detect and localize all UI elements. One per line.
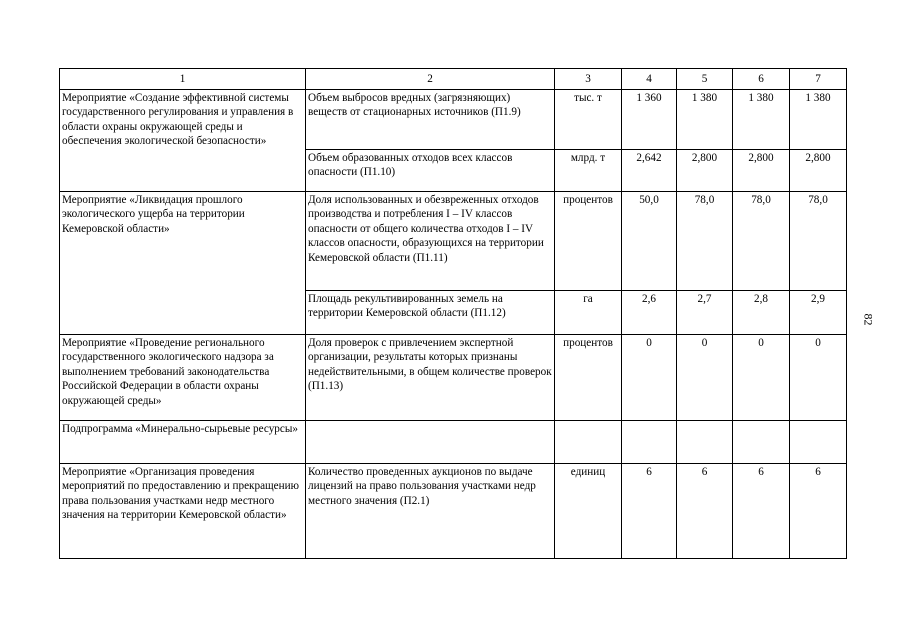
unit-cell: га (555, 291, 622, 335)
column-number: 6 (733, 69, 790, 90)
measure-cell: Мероприятие «Организация проведения мероприятий по предоставлению и прекращению права пользования участками недр местного значения на территории Кемеровской области» (60, 464, 306, 559)
value-cell: 1 380 (677, 90, 733, 150)
indicator-name: Объем образованных отходов всех классов опасности (П1.10) (306, 150, 555, 192)
value-cell: 2,800 (733, 150, 790, 192)
value-cell: 78,0 (733, 192, 790, 291)
subprogram-cell: Подпрограмма «Минерально-сырьевые ресурсы» (60, 421, 306, 464)
value-cell: 6 (790, 464, 847, 559)
value-cell: 6 (733, 464, 790, 559)
table-row (60, 421, 847, 464)
column-number: 3 (555, 69, 622, 90)
value-cell: 2,7 (677, 291, 733, 335)
unit-cell: единиц (555, 464, 622, 559)
indicator-name (306, 421, 555, 464)
value-cell (677, 421, 733, 464)
column-number: 7 (790, 69, 847, 90)
unit-cell: процентов (555, 192, 622, 291)
value-cell: 0 (677, 335, 733, 421)
value-cell: 2,6 (622, 291, 677, 335)
column-number: 5 (677, 69, 733, 90)
value-cell (733, 421, 790, 464)
value-cell (622, 421, 677, 464)
table-row (60, 192, 847, 291)
column-number: 1 (60, 69, 306, 90)
value-cell: 0 (790, 335, 847, 421)
value-cell: 1 380 (733, 90, 790, 150)
value-cell: 2,8 (733, 291, 790, 335)
unit-cell: млрд. т (555, 150, 622, 192)
table-row (60, 335, 847, 421)
value-cell: 2,9 (790, 291, 847, 335)
value-cell: 1 360 (622, 90, 677, 150)
page-number: 82 (861, 313, 876, 326)
unit-cell (555, 421, 622, 464)
column-number: 2 (306, 69, 555, 90)
value-cell: 6 (622, 464, 677, 559)
value-cell: 0 (733, 335, 790, 421)
indicator-name: Доля использованных и обезвреженных отходов производства и потребления I – IV классов опасности от общего количества отходов I – IV классов опасности, образующихся на территории Кемеровской области (П1.11) (306, 192, 555, 291)
value-cell: 78,0 (790, 192, 847, 291)
value-cell: 2,800 (677, 150, 733, 192)
value-cell: 2,800 (790, 150, 847, 192)
value-cell: 0 (622, 335, 677, 421)
column-number: 4 (622, 69, 677, 90)
value-cell: 2,642 (622, 150, 677, 192)
indicator-name: Объем выбросов вредных (загрязняющих) веществ от стационарных источников (П1.9) (306, 90, 555, 150)
indicator-name: Доля проверок с привлечением экспертной организации, результаты которых признаны недействительными, в общем количестве проверок (П1.13) (306, 335, 555, 421)
measure-cell: Мероприятие «Проведение регионального государственного экологического надзора за выполнением требований законодательства Российской Федерации в области охраны окружающей среды» (60, 335, 306, 421)
value-cell: 6 (677, 464, 733, 559)
value-cell: 1 380 (790, 90, 847, 150)
indicator-name: Количество проведенных аукционов по выдаче лицензий на право пользования участками недр местного значения (П2.1) (306, 464, 555, 559)
measure-cell: Мероприятие «Ликвидация прошлого экологического ущерба на территории Кемеровской области» (60, 192, 306, 335)
column-number-row (60, 69, 847, 90)
table-row (60, 90, 847, 150)
unit-cell: процентов (555, 335, 622, 421)
indicator-name: Площадь рекультивированных земель на территории Кемеровской области (П1.12) (306, 291, 555, 335)
indicators-table (59, 68, 847, 559)
measure-cell: Мероприятие «Создание эффективной системы государственного регулирования и управления в области охраны окружающей среды и обеспечения экологической безопасности» (60, 90, 306, 192)
unit-cell: тыс. т (555, 90, 622, 150)
value-cell (790, 421, 847, 464)
value-cell: 78,0 (677, 192, 733, 291)
table-row (60, 464, 847, 559)
value-cell: 50,0 (622, 192, 677, 291)
